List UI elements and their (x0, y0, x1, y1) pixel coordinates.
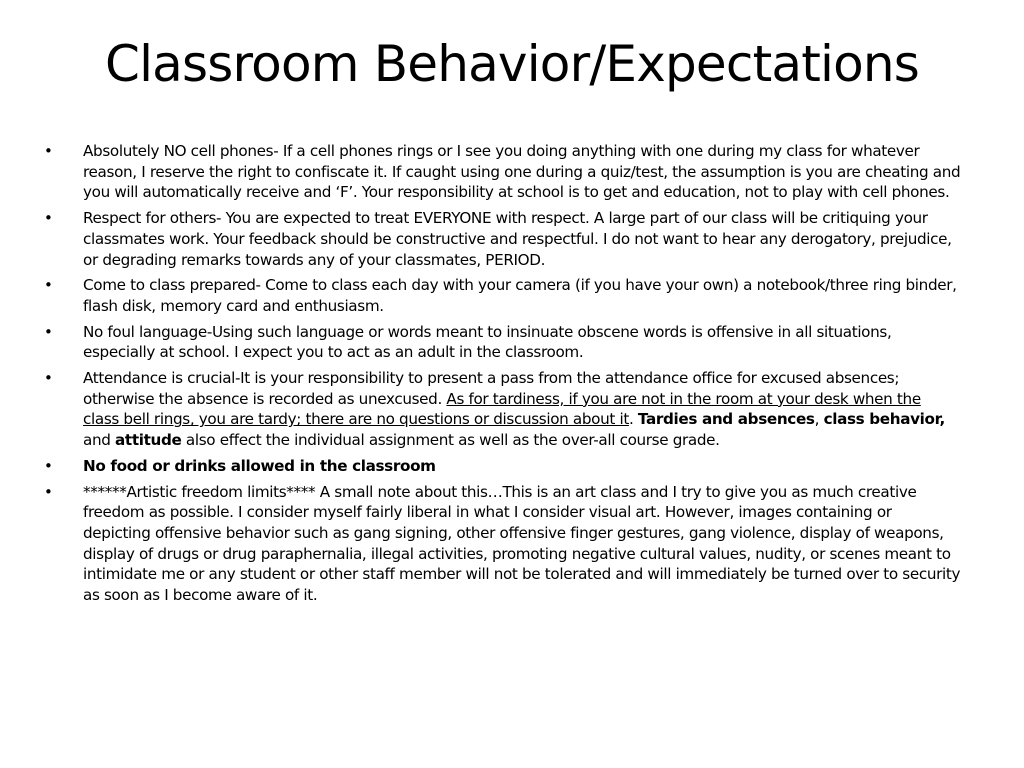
bold-text: Tardies and absences (637, 410, 815, 429)
bullet-icon: • (44, 142, 53, 160)
bullet-item-attendance (0, 368, 961, 451)
bullet-item-cell-phones (0, 141, 961, 203)
bullet-item-language (0, 322, 961, 363)
bullet-list (0, 141, 1024, 611)
bullet-item-prepared (0, 275, 961, 316)
bullet-text: No food or drinks allowed in the classroom (83, 456, 436, 475)
bullet-icon: • (44, 322, 53, 341)
bold-text: attitude (115, 431, 182, 450)
bullet-text: ******Artistic freedom limits**** A small note about this…This is an art class and I try to give you as much creative freedom as possible. I consider myself fairly liberal in what I consider visual art. However, images containing or depicting offensive behavior such as gang signing, other offensive finger gestures, gang violence, display of weapons, display of drugs or drug paraphernalia, illegal activities, promoting negative cultural values, nudity, or scenes meant to intimidate me or any student or other staff member will not be tolerated and will immediately be turned over to security as soon as I become aware of it. (83, 482, 961, 605)
underlined-text: As for tardiness, if you are not in the room at your desk when the class bell rings, you are tardy; there are no questions or discussion about it (83, 389, 921, 429)
bullet-text-part: also effect the individual assignment as well as the over-all course grade. (181, 431, 720, 450)
bullet-item-respect (0, 208, 961, 270)
bold-text: class behavior, (823, 410, 945, 429)
bullet-icon: • (44, 276, 53, 295)
bullet-text-part: , (814, 410, 824, 429)
bullet-icon: • (44, 369, 53, 388)
slide-title: Classroom Behavior/Expectations (104, 35, 920, 93)
bullet-text: No foul language-Using such language or words meant to insinuate obscene words is offensive in all situations, especially at school. I expect you to act as an adult in the classroom. (83, 322, 892, 362)
bullet-item-food (0, 456, 961, 477)
bullet-text: Come to class prepared- Come to class each day with your camera (if you have your own) a notebook/three ring binder, flash disk, memory card and enthusiasm. (83, 276, 957, 315)
bullet-icon: • (44, 482, 53, 501)
bullet-text-part: . (628, 410, 638, 429)
bullet-item-artistic-freedom (0, 482, 961, 606)
bullet-text: Absolutely NO cell phones- If a cell phones rings or I see you doing anything with one during my class for whatever reason, I reserve the right to confiscate it. If caught using one during a quiz/test, the assumption is you are cheating and you will automatically receive and ‘F’. Your responsibility at school is to get and education, not to play with cell phones. (83, 142, 961, 202)
bullet-text: Respect for others- You are expected to treat EVERYONE with respect. A large part of our class will be critiquing your classmates work. Your feedback should be constructive and respectful. I do not want to hear any derogatory, prejudice, or degrading remarks towards any of your classmates, PERIOD. (83, 209, 952, 269)
bullet-text-part: Attendance is crucial-It is your responsibility to present a pass from the attendance office for excused absences; otherwise the absence is recorded as unexcused. (83, 369, 900, 408)
bullet-icon: • (44, 456, 53, 475)
bullet-text-part: and (83, 431, 116, 450)
bullet-icon: • (44, 209, 53, 228)
